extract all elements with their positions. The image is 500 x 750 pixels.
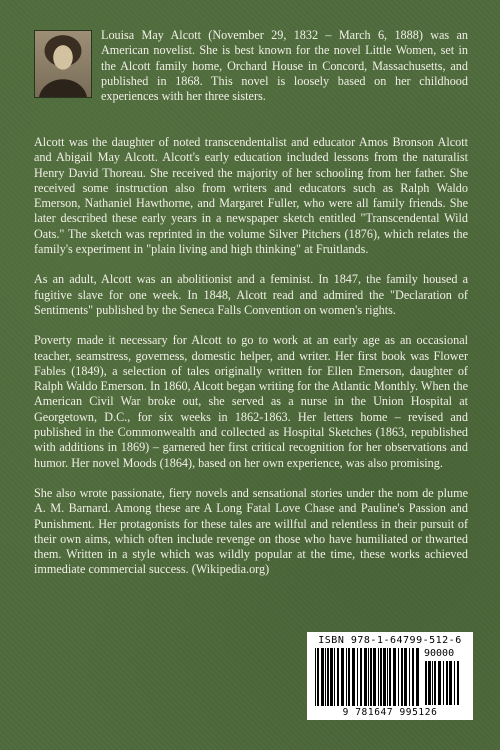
barcode-bar: [352, 648, 355, 706]
paragraph-pseudonym: She also wrote passionate, fiery novels and sensational stories under the nom de plume A. M. Barnard. Among these are A Long Fatal Love Chase and Pauline's Passion and Punishment. Her protagonists for these tales are willful and relentless in their pursuit of their own aims, which often include revenge on those who have humiliated or thwarted them. Written in a style which was wildly popular at the time, these works achieved immediate commercial success. (Wikipedia.org): [34, 485, 468, 577]
barcode-bar: [373, 648, 376, 706]
barcode-bar: [389, 648, 391, 706]
barcode-bar: [434, 661, 436, 705]
barcode-bar: [393, 648, 396, 706]
barcode-bar: [383, 648, 386, 706]
barcode-bar: [432, 661, 433, 705]
price-code: 90000: [424, 648, 455, 659]
barcode-bar: [327, 648, 329, 706]
barcode-bar: [357, 648, 358, 706]
paragraph-activism: As an adult, Alcott was an abolitionist and a feminist. In 1847, the family housed a fugitive slave for one week. In 1848, Alcott read and admired the "Declaration of Sentiments" published by the Seneca Falls Convention on women's rights.: [34, 272, 468, 317]
barcode-bar: [428, 661, 431, 705]
barcode-bar: [341, 648, 344, 706]
barcode-bar: [330, 648, 333, 706]
barcode-bar: [380, 648, 382, 706]
barcode-bar: [412, 648, 414, 706]
barcode-bar: [368, 648, 369, 706]
barcode-bar: [364, 648, 367, 706]
barcode-digits: 9 781647 995126: [342, 707, 438, 718]
barcode-bar: [401, 648, 403, 706]
barcode-bar: [449, 661, 452, 705]
barcode-bar: [387, 648, 388, 706]
paragraph-intro-text: Louisa May Alcott (November 29, 1832 – March 6, 1888) was an American novelist. She is best known for the novel Little Women, set in the Alcott family home, Orchard House in Concord, Massachusetts, and published in 1868. This novel is loosely based on her childhood experiences with her three sisters.: [101, 28, 468, 104]
barcode-bar: [317, 648, 319, 706]
barcode-bar: [438, 661, 441, 705]
barcode-bar: [454, 661, 455, 705]
paragraph-education: Alcott was the daughter of noted transcendentalist and educator Amos Bronson Alcott and Abigail May Alcott. Alcott's early education included lessons from the naturalist Henry David Thoreau. She received the majority of her schooling from her father. She received some instruction also from writers and educators such as Ralph Waldo Emerson, Nathaniel Hawthorne, and Margaret Fuller, who were all family friends. She later described these early years in a newspaper sketch entitled "Transcendental Wild Oats." The sketch was reprinted in the volume Silver Pitchers (1876), which relates the family's experiment in "plain living and high thinking" at Fruitlands.: [34, 135, 468, 257]
barcode-bar: [337, 648, 339, 706]
back-cover-text: [34, 28, 468, 593]
barcode-bar: [346, 648, 347, 706]
barcode-bar: [416, 648, 419, 706]
barcode-bar: [446, 661, 448, 705]
barcode-bar: [378, 648, 379, 706]
barcode-bar: [409, 648, 410, 706]
paragraph-intro: [34, 28, 468, 120]
barcode-bar: [321, 648, 324, 706]
barcode-bar: [315, 648, 316, 706]
isbn-label: ISBN 978-1-64799-512-6: [318, 635, 462, 646]
barcode-bar: [425, 661, 427, 705]
barcode-bar: [370, 648, 372, 706]
author-portrait: [34, 30, 92, 98]
barcode-bar: [398, 648, 399, 706]
barcode-bar: [348, 648, 350, 706]
price-barcode-bars: [425, 661, 463, 705]
barcode-bar: [457, 661, 459, 705]
barcode-bar: [325, 648, 326, 706]
paragraph-career: Poverty made it necessary for Alcott to go to work at an early age as an occasional teacher, seamstress, governess, domestic helper, and writer. Her first book was Flower Fables (1849), a selection of tales originally written for Ellen Emerson, daughter of Ralph Waldo Emerson. In 1860, Alcott began writing for the Atlantic Monthly. When the American Civil War broke out, she served as a nurse in the Union Hospital at Georgetown, D.C., for six weeks in 1862-1863. Her letters home – revised and published in the Commonwealth and collected as Hospital Sketches (1863, republished with additions in 1869) – garnered her first critical recognition for her observations and humor. Her novel Moods (1864), based on her own experience, was also promising.: [34, 333, 468, 470]
barcode-bars: [315, 648, 419, 706]
barcode-bar: [360, 648, 362, 706]
barcode-bar: [334, 648, 335, 706]
barcode-bar: [404, 648, 407, 706]
barcode-bar: [443, 661, 444, 705]
isbn-barcode: [307, 632, 473, 720]
